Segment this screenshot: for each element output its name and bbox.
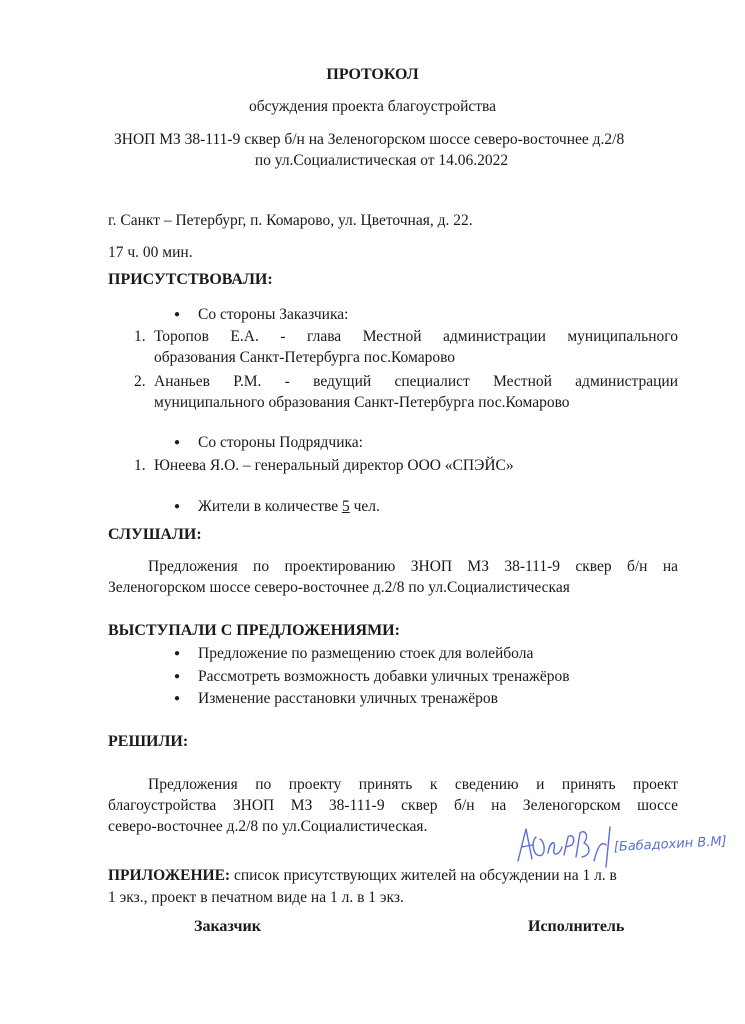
executor-signature-label: Исполнитель: [528, 918, 625, 935]
present-heading: ПРИСУТСТВОВАЛИ:: [108, 271, 273, 288]
appendix-line-1: [108, 865, 617, 887]
heard-heading: СЛУШАЛИ:: [108, 526, 202, 543]
signature-name: [Бабадохин В.М]: [613, 834, 728, 855]
time-line: 17 ч. 00 мин.: [108, 244, 193, 261]
object-line-1: ЗНОП МЗ 38-111-9 сквер б/н на Зеленогорском шоссе северо-восточнее д.2/8: [114, 131, 625, 148]
decided-line-2: благоустройства ЗНОП МЗ 38-111-9 сквер б/н на Зеленогорском шоссе: [108, 797, 678, 814]
decided-line-3: северо-восточнее д.2/8 по ул.Социалистическая.: [108, 818, 428, 835]
customer-item-2-num: 2.: [134, 373, 146, 390]
decided-line-1: Предложения по проекту принять к сведению и принять проект: [148, 776, 678, 793]
proposals-heading: ВЫСТУПАЛИ С ПРЕДЛОЖЕНИЯМИ:: [108, 622, 400, 639]
appendix-label: ПРИЛОЖЕНИЕ:: [108, 867, 231, 884]
heard-line-1: Предложения по проектированию ЗНОП МЗ 38-111-9 сквер б/н на: [148, 558, 678, 575]
heard-line-2: Зеленогорском шоссе северо-восточнее д.2/8 по ул.Социалистическая: [108, 579, 570, 596]
contractor-side-label: ● Со стороны Подрядчика:: [198, 432, 363, 454]
location-line: г. Санкт – Петербург, п. Комарово, ул. Цветочная, д. 22.: [108, 212, 473, 229]
customer-item-2-line-2: муниципального образования Санкт-Петербурга пос.Комарово: [154, 394, 570, 411]
document-title: ПРОТОКОЛ: [326, 66, 419, 83]
contractor-item-1-line-1: Юнеева Я.О. – генеральный директор ООО «СПЭЙС»: [154, 457, 514, 474]
residents-suffix: чел.: [349, 498, 380, 515]
appendix-line-2: 1 экз., проект в печатном виде на 1 л. в 1 экз.: [108, 889, 404, 906]
appendix-text: список присутствующих жителей на обсуждении на 1 л. в: [230, 867, 617, 884]
customer-side-label: ● Со стороны Заказчика:: [198, 304, 348, 326]
signature-scribble: [518, 827, 610, 867]
document-subtitle: обсуждения проекта благоустройства: [248, 98, 497, 115]
customer-item-1-line-1: Торопов Е.А. - глава Местной администрации муниципального: [154, 328, 678, 345]
contractor-item-1-num: 1.: [134, 457, 146, 474]
customer-signature-label: Заказчик: [194, 918, 261, 935]
customer-item-2-line-1: Ананьев Р.М. - ведущий специалист Местной администрации: [154, 373, 678, 390]
object-line-2: по ул.Социалистическая от 14.06.2022: [254, 152, 509, 169]
proposal-item-2: ● Рассмотреть возможность добавки уличных тренажёров: [198, 666, 570, 688]
customer-item-1-line-2: образования Санкт-Петербурга пос.Комарово: [154, 349, 456, 366]
residents-count: 5: [341, 498, 350, 515]
residents-prefix: Жители в количестве: [198, 498, 342, 515]
proposal-item-1: ● Предложение по размещению стоек для волейбола: [198, 643, 533, 665]
proposal-item-3: ● Изменение расстановки уличных тренажёров: [198, 688, 498, 710]
decided-heading: РЕШИЛИ:: [108, 733, 189, 750]
customer-item-1-num: 1.: [134, 328, 146, 345]
residents-line: [198, 496, 380, 518]
